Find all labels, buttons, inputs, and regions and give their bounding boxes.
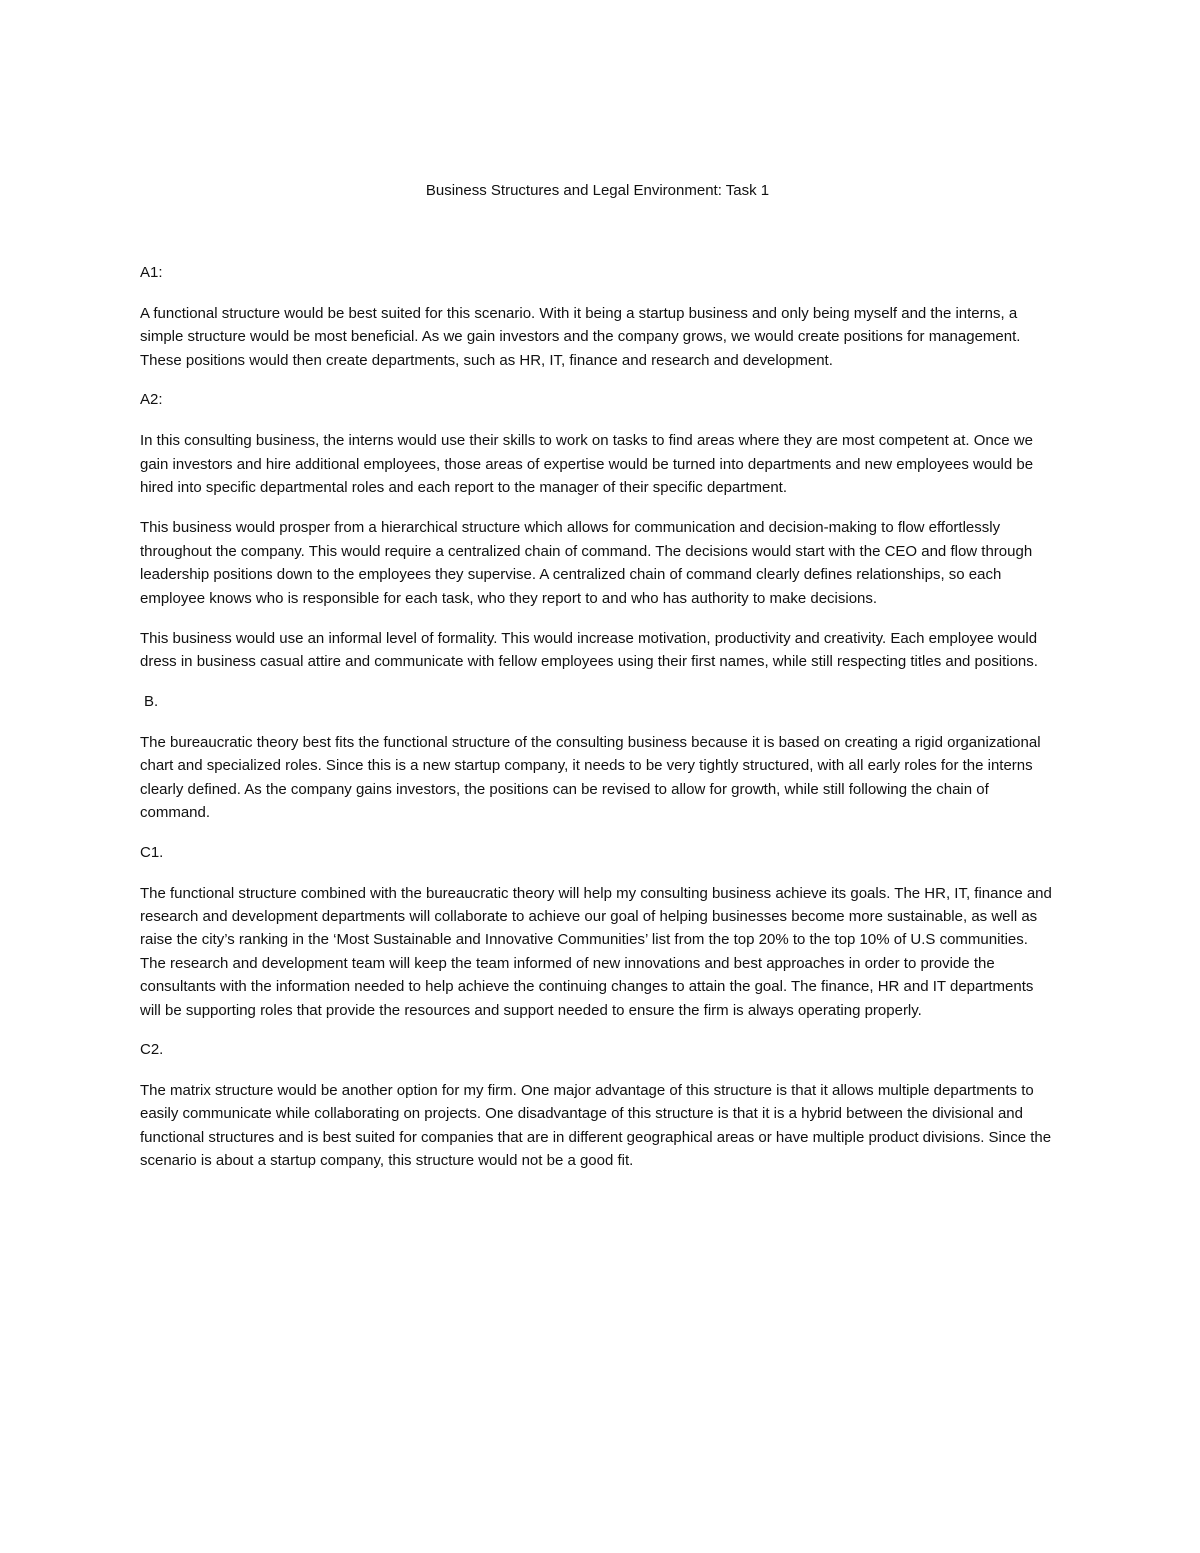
document-body [140,180,1055,1190]
section-heading: A2: [140,391,163,409]
paragraph: This business would use an informal level of formality. This would increase motivation, productivity and creativity. Each employee would dress in business casual attire and communicate with fellow employees using their first names, while still respecting titles and positions. [140,630,1038,671]
paragraph: The functional structure combined with the bureaucratic theory will help my consulting business achieve its goals. The HR, IT, finance and research and development departments will collaborate to achieve our goal of helping businesses become more sustainable, as well as raise the city’s ranking in the ‘Most Sustainable and Innovative Communities’ list from the top 20% to the top 10% of U.S communities. The research and development team will keep the team informed of new innovations and best approaches in order to provide the consultants with the information needed to help achieve the continuing changes to attain the goal. The finance, HR and IT departments will be supporting roles that provide the resources and support needed to ensure the firm is always operating properly. [140,884,1052,1019]
paragraph: A functional structure would be best suited for this scenario. With it being a startup business and only being myself and the interns, a simple structure would be most beneficial. As we gain investors and the company grows, we would create positions for management. These positions would then create departments, such as HR, IT, finance and research and development. [140,305,1021,369]
document-title: Business Structures and Legal Environment: Task 1 [425,182,770,199]
paragraph: This business would prosper from a hierarchical structure which allows for communication and decision-making to flow effortlessly throughout the company. This would require a centralized chain of command. The decisions would start with the CEO and flow through leadership positions down to the employees they supervise. A centralized chain of command clearly defines relationships, so each employee knows who is responsible for each task, who they report to and who has authority to make decisions. [140,519,1033,607]
section-heading: C2. [140,1040,164,1058]
paragraph: The matrix structure would be another option for my firm. One major advantage of this structure is that it allows multiple departments to easily communicate while collaborating on projects. One disadvantage of this structure is that it is a hybrid between the divisional and functional structures and is best suited for companies that are in different geographical areas or have multiple product divisions. Since the scenario is about a startup company, this structure would not be a good fit. [140,1081,1052,1170]
paragraph: The bureaucratic theory best fits the functional structure of the consulting business because it is based on creating a rigid organizational chart and specialized roles. Since this is a new startup company, it needs to be very tightly structured, with all early roles for the interns clearly defined. As the company gains investors, the positions can be revised to allow for growth, while still following the chain of command. [140,733,1041,822]
section-c1 [140,842,1055,1022]
paragraph: In this consulting business, the interns would use their skills to work on tasks to find areas where they are most competent at. Once we gain investors and hire additional employees, those areas of expertise would be turned into departments and new employees would be hired into specific departmental roles and each report to the manager of their specific department. [140,432,1034,497]
section-c2 [140,1039,1055,1173]
section-b [140,691,1055,825]
section-a1 [140,262,1055,372]
section-heading: C1. [140,843,164,861]
section-heading: A1: [140,264,163,281]
section-a2 [140,389,1055,674]
section-heading: B. [144,692,159,710]
